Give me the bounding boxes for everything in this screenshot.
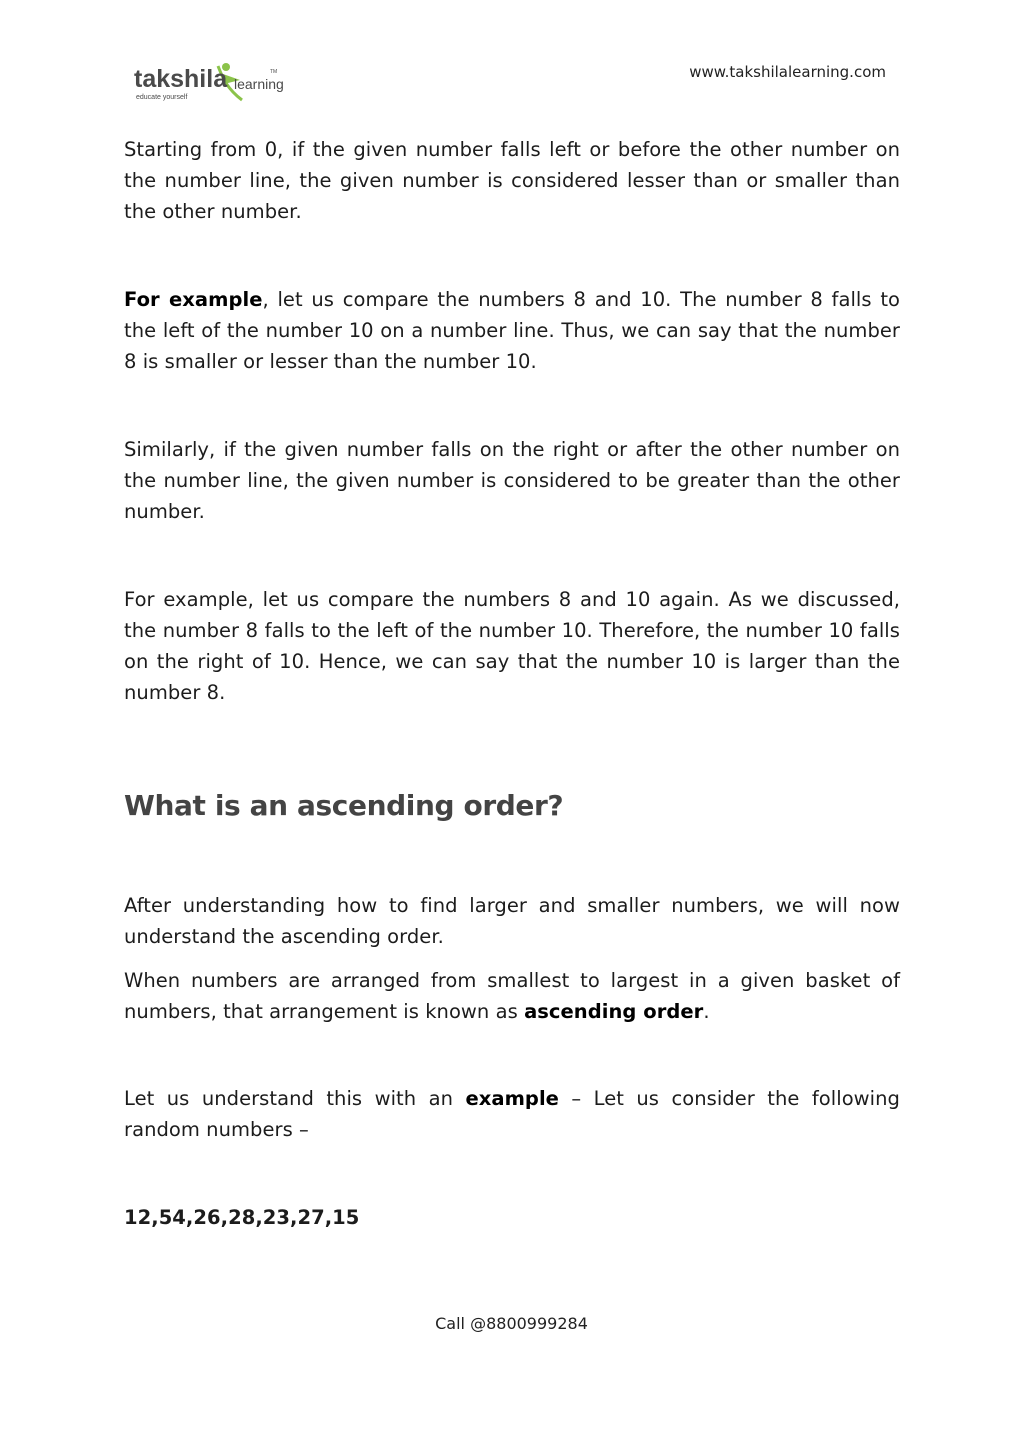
ascending-order-term: ascending order — [524, 1000, 704, 1023]
logo-text-learning: learning — [234, 76, 284, 92]
definition-text: When numbers are arranged from smallest to largest in a given basket of numbers, that arrangement is known as — [124, 969, 900, 1023]
paragraph-example-lesser — [124, 284, 900, 377]
paragraph-greater: Similarly, if the given number falls on the right or after the other number on the number line, the given number is considered to be greater than the other number. — [124, 438, 900, 523]
paragraph-intro-ascending: After understanding how to find larger and smaller numbers, we will now understand the ascending order. — [124, 894, 900, 948]
section-heading: What is an ascending order? — [124, 789, 564, 822]
page-content — [124, 134, 900, 1233]
paragraph-lesser: Starting from 0, if the given number falls left or before the other number on the number line, the given number is considered lesser than or smaller than the other number. — [124, 138, 900, 223]
logo-tagline: educate yourself — [136, 94, 188, 101]
logo-text: takshila — [134, 65, 228, 93]
paragraph-example-greater: For example, let us compare the numbers 8 and 10 again. As we discussed, the number 8 falls to the left of the number 10. Therefore, the number 10 falls on the right of 10. Hence, we can say that the number 10 is larger than the number 8. — [124, 588, 900, 704]
example-label: For example — [124, 288, 263, 311]
example-intro-end: – Let us consider the following random numbers – — [124, 1087, 900, 1141]
number-list: 12,54,26,28,23,27,15 — [124, 1206, 360, 1229]
paragraph-ascending-definition — [124, 965, 900, 1027]
logo-tm: TM — [270, 69, 278, 75]
example-lesser-text: , let us compare the numbers 8 and 10. The number 8 falls to the left of the number 10 on a number line. Thus, we can say that the number 8 is smaller or lesser than the number 10. — [124, 288, 901, 373]
definition-end: . — [703, 1000, 710, 1023]
example-term: example — [465, 1087, 559, 1110]
footer-call: Call @8800999284 — [435, 1314, 588, 1333]
example-intro-text: Let us understand this with an — [124, 1087, 466, 1110]
website-url: www.takshilalearning.com — [689, 63, 886, 81]
takshila-logo — [130, 56, 290, 114]
paragraph-example-intro — [124, 1083, 900, 1145]
